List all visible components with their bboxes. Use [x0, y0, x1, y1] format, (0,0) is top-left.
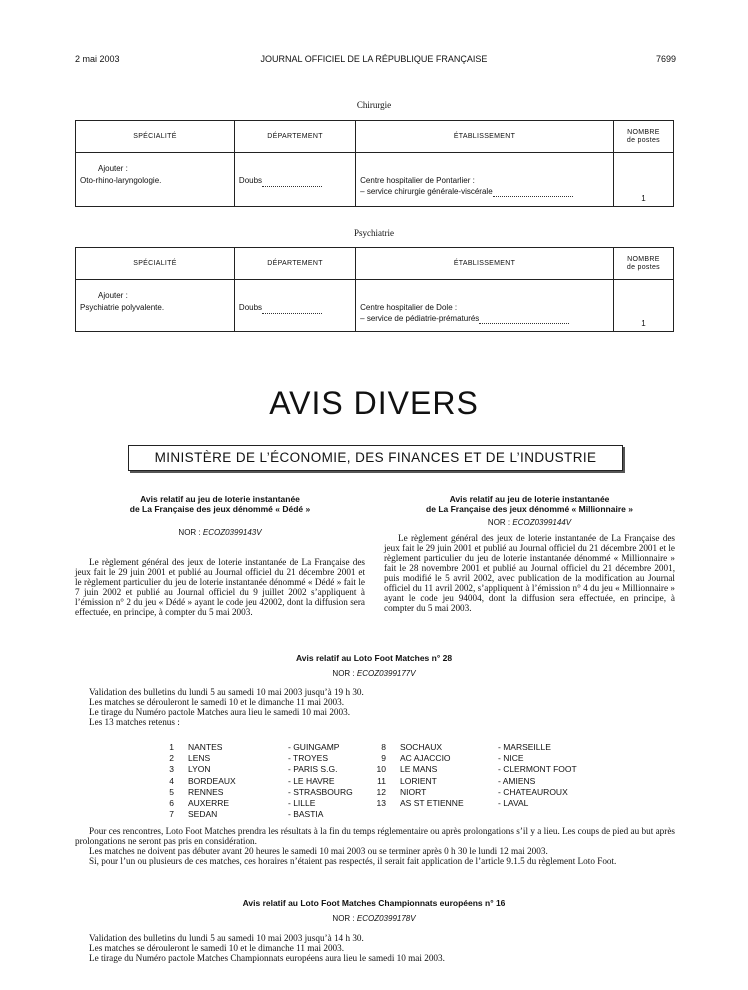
etablissement-name: Centre hospitalier de Dole :: [360, 303, 458, 312]
header-nombre: NOMBRE de postes: [613, 248, 673, 280]
journal-title: JOURNAL OFFICIEL DE LA RÉPUBLIQUE FRANÇAISE: [260, 54, 488, 64]
ajouter-label: Ajouter :: [98, 164, 128, 173]
match-away-team: - TROYES: [288, 753, 328, 764]
match-home-team: NANTES: [188, 742, 223, 752]
match-number: 10: [376, 764, 386, 775]
etablissement-name: Centre hospitalier de Pontarlier :: [360, 176, 475, 185]
match-away-team: - NICE: [498, 753, 524, 764]
notice-body: Le règlement général des jeux de loterie instantanée de La Française des jeux fait le 29 juin 2001 et publié au Journal officiel du 21 décembre 2001 et le règlement particulier du jeu de loterie instantanée dénommé « Millionnaire » fait le 28 novembre 2001 et publié au Journal officiel du 21 décembre 2001, puis modifié le 5 avril 2002, avec publication de la modification au Journal officiel du 11 avril 2002, s’appliquent à l’émission n° 4 du jeu « Millionnaire » ayant le code jeu 94004, dont la diffusion sera effectuée, en principe, à compter du 5 mai 2003.: [384, 533, 675, 613]
section-psychiatrie: Psychiatrie: [354, 228, 394, 238]
specialite-value: Oto-rhino-laryngologie.: [80, 176, 162, 185]
match-away-team: - PARIS S.G.: [288, 764, 338, 775]
match-number: 6: [169, 798, 174, 808]
header-departement: DÉPARTEMENT: [234, 121, 355, 153]
matches-list: [0, 742, 748, 822]
header-specialite: SPÉCIALITÉ: [76, 121, 235, 153]
match-number: 3: [169, 764, 174, 775]
match-home-team: LORIENT: [400, 775, 437, 786]
match-away-team: - AMIENS: [498, 775, 536, 786]
match-away-team: - STRASBOURG: [288, 786, 353, 797]
notice-dede: [75, 494, 365, 617]
match-home-team: AS ST ETIENNE: [400, 798, 464, 808]
match-away-team: - CLERMONT FOOT: [498, 764, 577, 775]
notice-millionnaire: [384, 494, 675, 613]
match-home-team: SEDAN: [188, 809, 218, 820]
match-home-team: BORDEAUX: [188, 775, 236, 786]
match-away-team: - BASTIA: [288, 809, 324, 820]
loto28-title: Avis relatif au Loto Foot Matches n° 28: [295, 653, 453, 663]
match-away-team: - CHATEAUROUX: [498, 786, 568, 797]
notice-title: Avis relatif au jeu de loterie instantanée de La Française des jeux dénommé « Millionnaire »: [426, 494, 633, 514]
table-row: [76, 153, 674, 207]
loto28-rules: Pour ces rencontres, Loto Foot Matches prendra les résultats à la fin du temps réglementaire ou après prolongations s’il y a lieu. Les coups de pied au but après prolongations ne seront pas pris en considération. Les matches ne doivent pas débuter avant 20 heures le samedi 10 mai 2003 ou se terminer après 0 h 30 le lundi 12 mai 2003. Si, pour l’un ou plusieurs de ces matches, ces horaires n’étaient pas respectés, il serait fait application de l’article 9.1.5 du règlement Loto Foot.: [75, 826, 675, 866]
avis-divers-heading: AVIS DIVERS: [269, 385, 479, 421]
section-chirurgie: Chirurgie: [356, 100, 392, 110]
match-away-team: - LAVAL: [498, 798, 529, 808]
match-away-team: - LILLE: [288, 798, 316, 808]
etablissement-service: – service chirurgie générale-viscérale: [360, 187, 493, 196]
table-chirurgie: [75, 120, 674, 207]
match-number: 2: [169, 753, 174, 764]
page-number: 7699: [655, 54, 676, 64]
loto16-title: Avis relatif au Loto Foot Matches Championnats européens n° 16: [242, 898, 506, 908]
ajouter-label: Ajouter :: [98, 291, 128, 300]
ministry-box: MINISTÈRE DE L’ÉCONOMIE, DES FINANCES ET DE L’INDUSTRIE: [128, 445, 623, 471]
match-number: 12: [376, 786, 386, 797]
match-home-team: LENS: [188, 753, 211, 764]
match-away-team: - MARSEILLE: [498, 742, 551, 752]
loto28-nor: NOR : ECOZ0399177V: [332, 669, 416, 678]
match-home-team: AC AJACCIO: [400, 753, 451, 764]
departement-value: Doubs: [238, 303, 263, 312]
match-home-team: RENNES: [188, 786, 224, 797]
match-home-team: SOCHAUX: [400, 742, 443, 752]
nor-reference: NOR : ECOZ0399144V: [487, 518, 572, 527]
match-away-team: - LE HAVRE: [288, 775, 335, 786]
match-home-team: NIORT: [400, 786, 427, 797]
match-number: 11: [377, 775, 386, 786]
match-number: 4: [169, 775, 174, 786]
loto16-lines: Validation des bulletins du lundi 5 au samedi 10 mai 2003 jusqu’à 14 h 30. Les matches se dérouleront le samedi 10 et le dimanche 11 mai 2003. Le tirage du Numéro pactole Matches Championnats européens aura lieu le samedi 10 mai 2003.: [89, 933, 445, 963]
loto16-nor: NOR : ECOZ0399178V: [332, 914, 416, 923]
match-number: 8: [381, 742, 386, 752]
table-row: [76, 280, 674, 332]
notice-title: Avis relatif au jeu de loterie instantanée de La Française des jeux dénommé « Dédé »: [129, 494, 311, 514]
match-home-team: AUXERRE: [188, 798, 230, 808]
departement-value: Doubs: [238, 176, 263, 185]
match-home-team: LYON: [188, 764, 211, 775]
match-number: 5: [169, 786, 174, 797]
notice-body: Le règlement général des jeux de loterie instantanée de La Française des jeux fait le 29 juin 2001 et publié au Journal officiel du 21 décembre 2001 et le règlement particulier du jeu de loterie instantanée dénommé « Dédé » fait le 7 juin 2002 et publié au Journal officiel du 9 juillet 2002 s’appliquent à l’émission n° 2 du jeu « Dédé » ayant le code jeu 42002, dont la diffusion sera effectuée, en principe, à compter du 5 mai 2003.: [75, 557, 365, 617]
nombre-value: 1: [613, 153, 673, 207]
specialite-value: Psychiatrie polyvalente.: [80, 303, 165, 312]
header-etablissement: ÉTABLISSEMENT: [356, 121, 614, 153]
match-away-team: - GUINGAMP: [288, 742, 340, 752]
match-number: 9: [381, 753, 386, 764]
match-number: 7: [169, 809, 174, 820]
nor-reference: NOR : ECOZ0399143V: [178, 528, 262, 537]
match-number: 13: [376, 798, 386, 808]
table-psychiatrie: [75, 247, 674, 332]
header-departement: DÉPARTEMENT: [234, 248, 355, 280]
nombre-value: 1: [613, 280, 673, 332]
header-nombre: NOMBRE de postes: [613, 121, 673, 153]
etablissement-service: – service de pédiatrie-prématurés: [360, 314, 480, 323]
header-etablissement: ÉTABLISSEMENT: [356, 248, 614, 280]
header-specialite: SPÉCIALITÉ: [76, 248, 235, 280]
loto28-intro: Validation des bulletins du lundi 5 au samedi 10 mai 2003 jusqu’à 19 h 30. Les matches se dérouleront le samedi 10 et le dimanche 11 mai 2003. Le tirage du Numéro pactole Matches aura lieu le samedi 10 mai 2003. Les 13 matches retenus :: [89, 687, 364, 727]
page-date: 2 mai 2003: [75, 54, 120, 64]
match-home-team: LE MANS: [400, 764, 438, 775]
match-number: 1: [169, 742, 174, 752]
